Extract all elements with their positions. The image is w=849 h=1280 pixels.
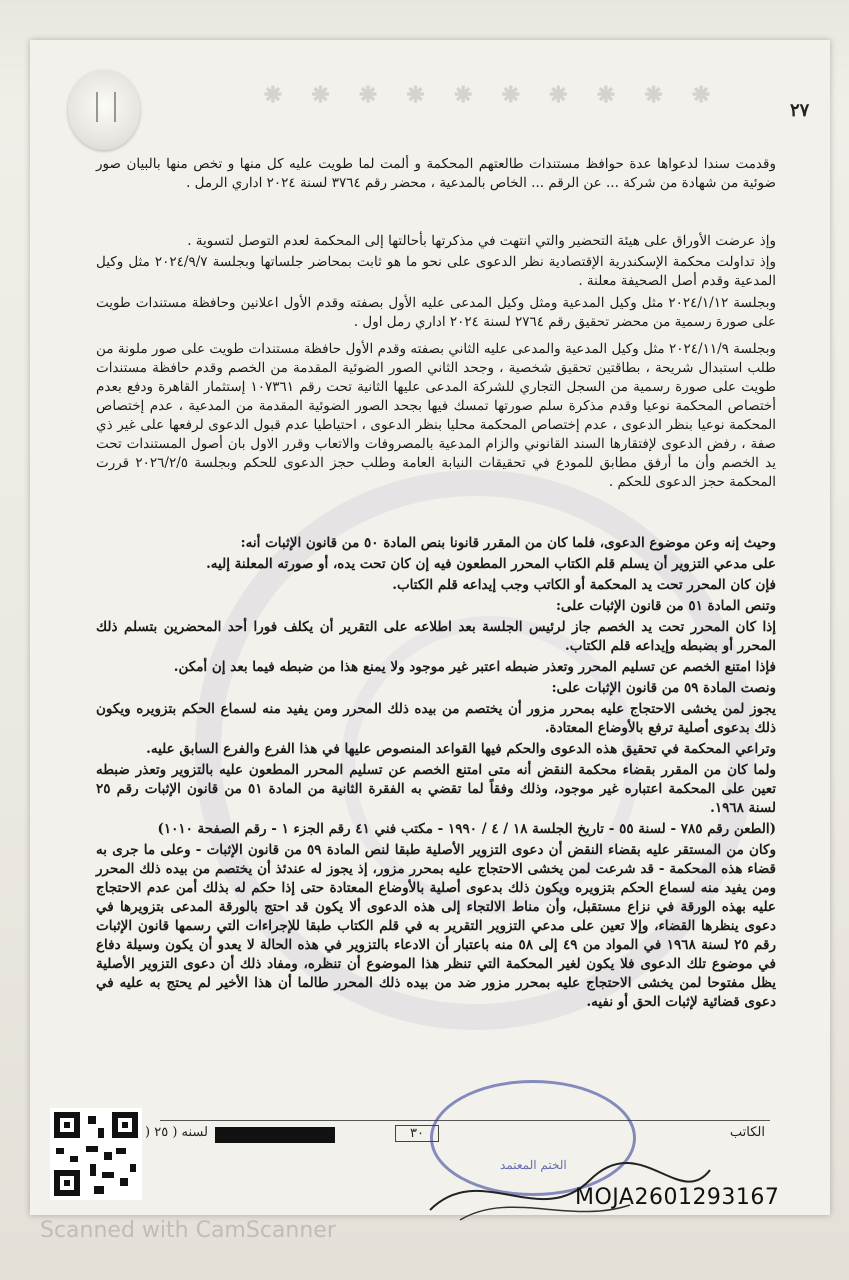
document-id: MOJA2601293167 xyxy=(575,1185,780,1210)
qr-code-icon xyxy=(50,1108,142,1200)
paragraph: (الطعن رقم ٧٨٥ - لسنة ٥٥ - تاريخ الجلسة ١٨ / ٤ / ١٩٩٠ - مكتب فني ٤١ رقم الجزء ١ - رقم الصفحة ١٠١٠) xyxy=(157,821,776,837)
paragraph: على مدعي التزوير أن يسلم قلم الكتاب المحرر المطعون فيه إن كان تحت يده، أو صورته المعلنة إليه. xyxy=(206,556,776,572)
paragraph: وإذ عرضت الأوراق على هيئة التحضير والتي انتهت في مذكرتها بأحالتها إلى المحكمة لعدم التوصل لتسوية . xyxy=(187,233,776,249)
page-corner-mark: ٢٧ xyxy=(790,100,810,121)
redaction-bar xyxy=(215,1127,335,1143)
clerk-label: الكاتب xyxy=(729,1125,765,1140)
paragraph: وبجلسة ٢٠٢٤/١/١٢ مثل وكيل المدعية ومثل وكيل المدعى عليه الأول بصفته وقدم الأول اعلانين وحافظة مستندات طويت على صورة رسمية من محضر تحقيق رقم ٢٧٦٤ لسنة ٢٠٢٤ اداري رمل اول . xyxy=(96,295,776,330)
case-year-label: ) لسنه ( ٢٥ xyxy=(145,1125,208,1140)
body-text-block-1 xyxy=(96,155,776,195)
page-number: ٣٠ xyxy=(395,1125,439,1142)
paragraph: وحيث إنه وعن موضوع الدعوى، فلما كان من المقرر قانونا بنص المادة ٥٠ من قانون الإثبات أنه: xyxy=(240,535,776,551)
paragraph: وقدمت سندا لدعواها عدة حوافظ مستندات طالعتهم المحكمة و ألمت لما طويت عليه كل منها و تخص منها بالبيان صور ضوئية من شهادة من شركة ... عن الرقم ... الخاص بالمدعية ، محضر رقم ٣٧٦٤ لسنة ٢٠٢٤ اداري الرمل . xyxy=(96,156,776,191)
paragraph: وكان من المستقر عليه بقضاء النقض أن دعوى التزوير الأصلية طبقا لنص المادة ٥٩ من قانون الإثبات - وعلى ما جرى به قضاء هذه المحكمة - قد شرعت لمن يخشى الاحتجاج عليه بمحرر مزور، إذ يجوز له عندئذ أن يختصم من بيده ذلك المحرر ومن يفيد منه لسماع الحكم بتزويره ويكون ذلك بدعوى أصلية بالأوضاع المعتادة حتى إذا حكم له بذلك أمن عدم الاحتجاج عليه بهذه الورقة في نزاع مستقبل، وأن مناط الالتجاء إلى هذه الدعوى ألا يكون قد احتج بالورقة المدعى بتزويرها في دعوى ينظرها القضاء، وإلا تعين على مدعي التزوير التقرير به في قلم الكتاب طبقا للإجراءات التي رسمها قانون الإثبات رقم ٢٥ لسنة ١٩٦٨ في المواد من ٤٩ إلى ٥٨ منه باعتبار أن الادعاء بالتزوير في هذه الحالة لا يعدو أن يكون وسيلة دفاع في موضوع تلك الدعوى فلا يكون لغير المحكمة التي تنظر هذا الموضوع أن تنظره، ومفاد ذلك أن دعوى التزوير الأصلية يظل مفتوحا لمن يخشى الاحتجاج عليه بمحرر مزور ضد من بيده ذلك المحرر طالما أن هذا الأخير لم يحتج به عليه في دعوى قضائية لإثبات الحق أو نفيه. xyxy=(96,842,776,1010)
paragraph: ونصت المادة ٥٩ من قانون الإثبات على: xyxy=(551,680,776,696)
paragraph: وتراعي المحكمة في تحقيق هذه الدعوى والحكم فيها القواعد المنصوص عليها في هذا الفرع والفرع السابق عليه. xyxy=(146,741,776,757)
embossed-emblem-icon xyxy=(68,70,140,150)
scanner-watermark: Scanned with CamScanner xyxy=(40,1218,336,1243)
paragraph: وإذ تداولت محكمة الإسكندرية الإقتصادية نظر الدعوى على نحو ما هو ثابت بمحاضر جلساتها وبجلسة ٢٠٢٤/٩/٧ مثل وكيل المدعية وقدم أصل الصحيفة معلنة . xyxy=(96,254,776,289)
paragraph: ولما كان من المقرر بقضاء محكمة النقض أنه متى امتنع الخصم عن تسليم المحرر المطعون عليه بالتزوير وتعذر ضبطه تعين على المحكمة اعتباره غير موجود، وذلك وفقاً لما تقضي به الفقرة الثانية من المادة ٥١ من قانون الإثبات رقم ٢٥ لسنة ١٩٦٨. xyxy=(96,762,776,816)
paragraph: يجوز لمن يخشى الاحتجاج عليه بمحرر مزور أن يختصم من بيده ذلك المحرر ومن يفيد منه لسماع الحكم بتزويره ويكون ذلك بدعوى أصلية ترفع بالأوضاع المعتادة. xyxy=(96,701,776,736)
paragraph: فإن كان المحرر تحت يد المحكمة أو الكاتب وجب إيداعه قلم الكتاب. xyxy=(392,577,776,593)
stamp-label: الختم المعتمد xyxy=(500,1158,567,1172)
paragraph: وتنص المادة ٥١ من قانون الإثبات على: xyxy=(555,598,776,614)
body-text-block-2 xyxy=(96,232,776,293)
body-text-block-5 xyxy=(96,534,776,1014)
body-text-block-4 xyxy=(96,340,776,494)
body-text-block-3 xyxy=(96,294,776,334)
paragraph: إذا كان المحرر تحت يد الخصم جاز لرئيس الجلسة بعد اطلاعه على التقرير أن يكلف فورا أحد المحضرين بتسلم ذلك المحرر أو بضبطه وإيداعه قلم الكتاب. xyxy=(96,619,776,654)
embossed-header-band: ⁕ ⁕ ⁕ ⁕ ⁕ ⁕ ⁕ ⁕ ⁕ ⁕ xyxy=(260,78,720,113)
paragraph: فإذا امتنع الخصم عن تسليم المحرر وتعذر ضبطه اعتبر غير موجود ولا يمنع هذا من ضبطه فيما بعد إن أمكن. xyxy=(173,659,776,675)
paragraph: وبجلسة ٢٠٢٤/١١/٩ مثل وكيل المدعية والمدعى عليه الثاني بصفته وقدم الأول حافظة مستندات طويت على صور ملونة من طلب استبدال شريحة ، بطاقتين تحقيق شخصية ، وجحد الثاني الصور الضوئية المقدمة من الخصم وقدم حافظة مستندات طويت على صورة رسمية من السجل التجاري للشركة المدعى عليها الثانية تحت رقم ١٠٧٣٦١ إستثمار القاهرة ودفع بعدم أختصاص المحكمة نوعيا وقدم مذكرة سلم صورتها تمسك فيها بجحد الصور الضوئية المقدمة من المدعية ، عدم إختصاص المحكمة نوعيا بنظر الدعوى ، عدم إختصاص المحكمة محليا بنظر الدعوى ، احتياطيا عدم قبول الدعوى لرفعها على غير ذي صفة ، رفض الدعوى لإفتقارها السند القانوني والزام المدعية بالمصروفات والاتعاب وقرر الاول بان أصول المستندات تحت يد الخصم وأن ما أرفق مطابق للمودع في تحقيقات النيابة العامة وطلب حجز الدعوى للحكم وبجلسة ٢٠٢٦/٢/٥ قررت المحكمة حجز الدعوى للحكم . xyxy=(96,341,777,490)
